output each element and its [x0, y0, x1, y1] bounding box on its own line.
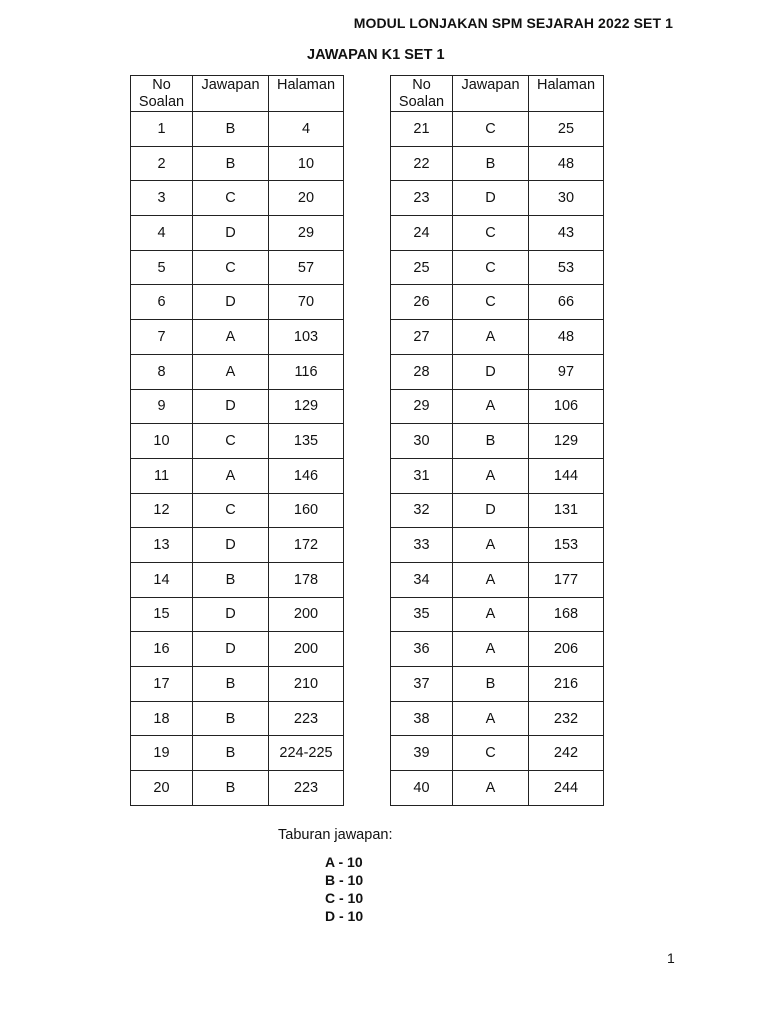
- cell-no-soalan: 29: [391, 389, 453, 424]
- table-row: [391, 389, 604, 424]
- table-header-row: [391, 76, 604, 112]
- cell-no-soalan: 16: [131, 632, 193, 667]
- cell-halaman: 244: [529, 771, 604, 806]
- cell-no-soalan: 20: [131, 771, 193, 806]
- column-header-halaman: Halaman: [269, 76, 344, 112]
- cell-halaman: 216: [529, 667, 604, 702]
- cell-no-soalan: 13: [131, 528, 193, 563]
- column-header-no-soalan: [131, 76, 193, 112]
- cell-halaman: 106: [529, 389, 604, 424]
- table-row: [131, 597, 344, 632]
- table-row: [391, 528, 604, 563]
- cell-no-soalan: 10: [131, 424, 193, 459]
- cell-no-soalan: 9: [131, 389, 193, 424]
- cell-halaman: 146: [269, 458, 344, 493]
- cell-jawapan: D: [453, 354, 529, 389]
- cell-jawapan: D: [193, 597, 269, 632]
- cell-no-soalan: 11: [131, 458, 193, 493]
- table-row: [131, 250, 344, 285]
- table-row: [391, 701, 604, 736]
- cell-halaman: 53: [529, 250, 604, 285]
- cell-halaman: 168: [529, 597, 604, 632]
- cell-jawapan: B: [193, 146, 269, 181]
- cell-halaman: 10: [269, 146, 344, 181]
- taburan-item: D - 10: [325, 908, 364, 924]
- cell-halaman: 153: [529, 528, 604, 563]
- cell-no-soalan: 2: [131, 146, 193, 181]
- column-header-no-soalan: [391, 76, 453, 112]
- cell-halaman: 20: [269, 181, 344, 216]
- cell-jawapan: B: [193, 562, 269, 597]
- table-row: [391, 562, 604, 597]
- page-number: 1: [667, 950, 675, 966]
- table-row: [391, 493, 604, 528]
- cell-halaman: 29: [269, 216, 344, 251]
- cell-halaman: 242: [529, 736, 604, 771]
- cell-jawapan: A: [453, 458, 529, 493]
- table-header-row: [131, 76, 344, 112]
- table-row: [131, 562, 344, 597]
- cell-no-soalan: 28: [391, 354, 453, 389]
- cell-jawapan: D: [193, 285, 269, 320]
- cell-jawapan: C: [453, 112, 529, 147]
- cell-no-soalan: 24: [391, 216, 453, 251]
- cell-halaman: 177: [529, 562, 604, 597]
- cell-halaman: 131: [529, 493, 604, 528]
- header-no-line1: No: [152, 77, 171, 93]
- cell-halaman: 70: [269, 285, 344, 320]
- cell-halaman: 232: [529, 701, 604, 736]
- cell-no-soalan: 17: [131, 667, 193, 702]
- page-title: JAWAPAN K1 SET 1: [307, 47, 445, 63]
- cell-no-soalan: 21: [391, 112, 453, 147]
- table-row: [391, 112, 604, 147]
- cell-halaman: 135: [269, 424, 344, 459]
- cell-no-soalan: 18: [131, 701, 193, 736]
- cell-no-soalan: 27: [391, 320, 453, 355]
- cell-no-soalan: 5: [131, 250, 193, 285]
- taburan-item: B - 10: [325, 872, 364, 888]
- table-row: [391, 146, 604, 181]
- table-row: [131, 424, 344, 459]
- cell-no-soalan: 14: [131, 562, 193, 597]
- table-row: [391, 632, 604, 667]
- cell-jawapan: D: [453, 493, 529, 528]
- cell-jawapan: A: [453, 562, 529, 597]
- table-row: [391, 285, 604, 320]
- answer-table-left: [130, 75, 344, 806]
- cell-jawapan: D: [193, 216, 269, 251]
- cell-jawapan: A: [453, 632, 529, 667]
- cell-halaman: 116: [269, 354, 344, 389]
- cell-no-soalan: 30: [391, 424, 453, 459]
- cell-no-soalan: 31: [391, 458, 453, 493]
- cell-no-soalan: 22: [391, 146, 453, 181]
- cell-no-soalan: 25: [391, 250, 453, 285]
- cell-halaman: 30: [529, 181, 604, 216]
- cell-jawapan: A: [453, 771, 529, 806]
- cell-no-soalan: 40: [391, 771, 453, 806]
- table-row: [131, 632, 344, 667]
- cell-jawapan: A: [193, 354, 269, 389]
- table-row: [391, 771, 604, 806]
- table-row: [391, 597, 604, 632]
- cell-no-soalan: 3: [131, 181, 193, 216]
- cell-no-soalan: 26: [391, 285, 453, 320]
- table-row: [131, 354, 344, 389]
- cell-jawapan: C: [193, 250, 269, 285]
- page-header: MODUL LONJAKAN SPM SEJARAH 2022 SET 1: [353, 15, 673, 31]
- cell-no-soalan: 38: [391, 701, 453, 736]
- cell-halaman: 43: [529, 216, 604, 251]
- table-row: [391, 354, 604, 389]
- table-row: [131, 701, 344, 736]
- cell-halaman: 103: [269, 320, 344, 355]
- header-no-line2: Soalan: [398, 94, 445, 110]
- table-row: [131, 146, 344, 181]
- cell-halaman: 223: [269, 771, 344, 806]
- cell-halaman: 200: [269, 632, 344, 667]
- cell-jawapan: A: [193, 320, 269, 355]
- table-row: [131, 528, 344, 563]
- table-row: [131, 771, 344, 806]
- table-row: [131, 667, 344, 702]
- cell-jawapan: D: [193, 632, 269, 667]
- cell-jawapan: B: [193, 112, 269, 147]
- cell-jawapan: C: [453, 736, 529, 771]
- table-row: [391, 320, 604, 355]
- cell-jawapan: C: [193, 424, 269, 459]
- cell-jawapan: B: [193, 701, 269, 736]
- table-row: [391, 181, 604, 216]
- cell-halaman: 200: [269, 597, 344, 632]
- cell-halaman: 48: [529, 146, 604, 181]
- table-row: [391, 667, 604, 702]
- column-header-jawapan: Jawapan: [193, 76, 269, 112]
- cell-jawapan: B: [453, 667, 529, 702]
- table-row: [131, 458, 344, 493]
- table-row: [391, 458, 604, 493]
- column-header-halaman: Halaman: [529, 76, 604, 112]
- header-no-line1: No: [412, 77, 431, 93]
- cell-jawapan: D: [453, 181, 529, 216]
- table-row: [391, 216, 604, 251]
- table-row: [131, 320, 344, 355]
- cell-jawapan: C: [453, 250, 529, 285]
- cell-jawapan: A: [453, 701, 529, 736]
- cell-jawapan: A: [453, 389, 529, 424]
- cell-halaman: 206: [529, 632, 604, 667]
- cell-halaman: 4: [269, 112, 344, 147]
- cell-jawapan: A: [453, 597, 529, 632]
- cell-jawapan: C: [193, 181, 269, 216]
- table-row: [131, 736, 344, 771]
- cell-no-soalan: 6: [131, 285, 193, 320]
- taburan-item: C - 10: [325, 890, 364, 906]
- cell-halaman: 224-225: [269, 736, 344, 771]
- cell-jawapan: C: [193, 493, 269, 528]
- cell-jawapan: B: [193, 736, 269, 771]
- cell-halaman: 25: [529, 112, 604, 147]
- table-row: [131, 285, 344, 320]
- cell-no-soalan: 8: [131, 354, 193, 389]
- cell-jawapan: A: [193, 458, 269, 493]
- table-row: [391, 250, 604, 285]
- cell-jawapan: A: [453, 320, 529, 355]
- cell-no-soalan: 23: [391, 181, 453, 216]
- cell-no-soalan: 32: [391, 493, 453, 528]
- table-row: [131, 112, 344, 147]
- cell-halaman: 129: [529, 424, 604, 459]
- cell-halaman: 66: [529, 285, 604, 320]
- taburan-list: [325, 853, 363, 925]
- cell-jawapan: D: [193, 528, 269, 563]
- cell-no-soalan: 4: [131, 216, 193, 251]
- cell-no-soalan: 7: [131, 320, 193, 355]
- taburan-item: A - 10: [325, 854, 363, 870]
- cell-jawapan: C: [453, 216, 529, 251]
- cell-no-soalan: 36: [391, 632, 453, 667]
- cell-no-soalan: 34: [391, 562, 453, 597]
- cell-halaman: 48: [529, 320, 604, 355]
- cell-halaman: 223: [269, 701, 344, 736]
- column-header-jawapan: Jawapan: [453, 76, 529, 112]
- cell-no-soalan: 12: [131, 493, 193, 528]
- cell-jawapan: C: [453, 285, 529, 320]
- table-row: [131, 181, 344, 216]
- cell-jawapan: A: [453, 528, 529, 563]
- cell-halaman: 210: [269, 667, 344, 702]
- answer-table-right: [390, 75, 604, 806]
- cell-halaman: 178: [269, 562, 344, 597]
- header-no-line2: Soalan: [138, 94, 185, 110]
- table-row: [391, 736, 604, 771]
- cell-no-soalan: 35: [391, 597, 453, 632]
- cell-jawapan: B: [193, 667, 269, 702]
- cell-halaman: 160: [269, 493, 344, 528]
- cell-no-soalan: 1: [131, 112, 193, 147]
- table-row: [131, 493, 344, 528]
- cell-halaman: 144: [529, 458, 604, 493]
- cell-no-soalan: 15: [131, 597, 193, 632]
- taburan-label: Taburan jawapan:: [278, 827, 393, 843]
- table-row: [131, 389, 344, 424]
- table-row: [131, 216, 344, 251]
- cell-halaman: 129: [269, 389, 344, 424]
- cell-no-soalan: 33: [391, 528, 453, 563]
- cell-halaman: 172: [269, 528, 344, 563]
- cell-no-soalan: 19: [131, 736, 193, 771]
- cell-no-soalan: 39: [391, 736, 453, 771]
- table-row: [391, 424, 604, 459]
- cell-halaman: 57: [269, 250, 344, 285]
- cell-jawapan: B: [453, 146, 529, 181]
- cell-jawapan: B: [453, 424, 529, 459]
- cell-jawapan: D: [193, 389, 269, 424]
- cell-halaman: 97: [529, 354, 604, 389]
- cell-jawapan: B: [193, 771, 269, 806]
- cell-no-soalan: 37: [391, 667, 453, 702]
